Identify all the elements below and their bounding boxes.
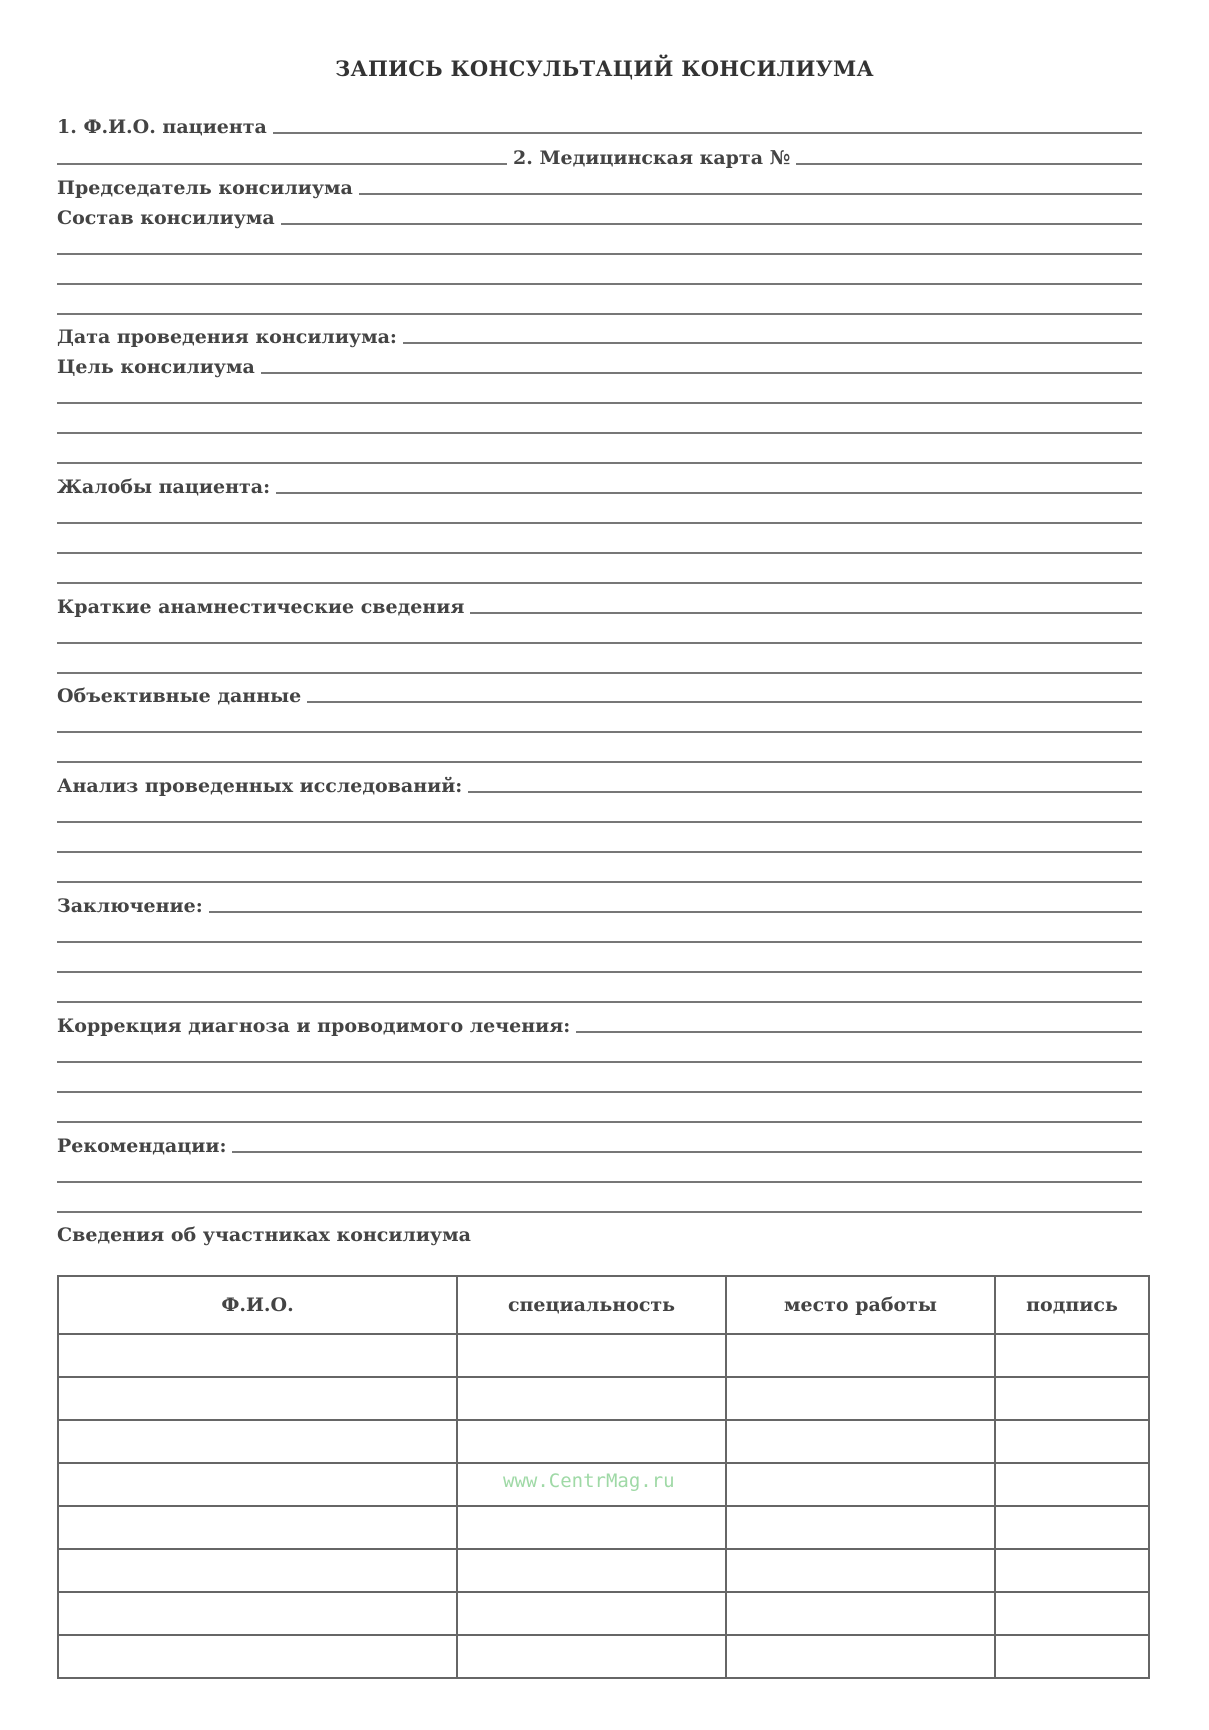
cell-signature[interactable] [995, 1592, 1149, 1635]
cell-specialty[interactable] [457, 1592, 726, 1635]
composition-extra-line[interactable] [57, 233, 1142, 259]
column-header-name: Ф.И.О. [58, 1276, 457, 1334]
recommendations-label: Рекомендации: [57, 1135, 227, 1157]
blank-line[interactable] [57, 971, 1142, 973]
composition-field[interactable] [57, 203, 1142, 229]
blank-line[interactable] [57, 283, 1142, 285]
cell-specialty[interactable] [457, 1635, 726, 1678]
blank-line[interactable] [57, 1181, 1142, 1183]
purpose-extra-line[interactable] [57, 412, 1142, 438]
cell-workplace[interactable] [726, 1377, 995, 1420]
date-input-line[interactable] [403, 342, 1142, 344]
chairman-label: Председатель консилиума [57, 177, 353, 199]
cell-name[interactable] [58, 1506, 457, 1549]
complaints-extra-line[interactable] [57, 532, 1142, 558]
conclusion-extra-line[interactable] [57, 951, 1142, 977]
cell-specialty[interactable] [457, 1420, 726, 1463]
blank-line[interactable] [57, 1211, 1142, 1213]
cell-name[interactable] [58, 1592, 457, 1635]
complaints-extra-line[interactable] [57, 562, 1142, 588]
composition-input-line[interactable] [281, 223, 1142, 225]
cell-signature[interactable] [995, 1549, 1149, 1592]
blank-line[interactable] [57, 1061, 1142, 1063]
patient-name-input-line[interactable] [273, 132, 1142, 134]
cell-name[interactable] [58, 1635, 457, 1678]
cell-name[interactable] [58, 1420, 457, 1463]
cell-workplace[interactable] [726, 1635, 995, 1678]
cell-name[interactable] [58, 1549, 457, 1592]
conclusion-input-line[interactable] [209, 911, 1142, 913]
analysis-extra-line[interactable] [57, 801, 1142, 827]
cell-name[interactable] [58, 1377, 457, 1420]
purpose-field[interactable] [57, 352, 1142, 378]
cell-name[interactable] [58, 1334, 457, 1377]
complaints-extra-line[interactable] [57, 502, 1142, 528]
recommendations-extra-line[interactable] [57, 1161, 1142, 1187]
complaints-label: Жалобы пациента: [57, 476, 271, 498]
blank-line[interactable] [57, 881, 1142, 883]
medical-card-input-line[interactable] [796, 163, 1142, 165]
composition-extra-line[interactable] [57, 293, 1142, 319]
patient-name-continuation-line[interactable] [57, 163, 507, 165]
table-row [58, 1549, 1149, 1592]
correction-extra-line[interactable] [57, 1071, 1142, 1097]
table-header-row [58, 1276, 1149, 1334]
table-row [58, 1377, 1149, 1420]
blank-line[interactable] [57, 552, 1142, 554]
analysis-input-line[interactable] [468, 791, 1142, 793]
cell-specialty[interactable] [457, 1377, 726, 1420]
blank-line[interactable] [57, 761, 1142, 763]
objective-extra-line[interactable] [57, 711, 1142, 737]
chairman-field[interactable] [57, 173, 1142, 199]
watermark: www.CentrMag.ru [503, 1470, 675, 1492]
composition-label: Состав консилиума [57, 207, 275, 229]
participants-heading: Сведения об участниках консилиума [57, 1224, 471, 1246]
blank-line[interactable] [57, 522, 1142, 524]
complaints-input-line[interactable] [276, 492, 1142, 494]
objective-field[interactable] [57, 681, 1142, 707]
cell-signature[interactable] [995, 1635, 1149, 1678]
table-row [58, 1506, 1149, 1549]
table-row [58, 1420, 1149, 1463]
recommendations-input-line[interactable] [232, 1151, 1142, 1153]
table-row [58, 1635, 1149, 1678]
conclusion-extra-line[interactable] [57, 921, 1142, 947]
cell-signature[interactable] [995, 1334, 1149, 1377]
blank-line[interactable] [57, 1121, 1142, 1123]
cell-signature[interactable] [995, 1506, 1149, 1549]
patient-name-label: 1. Ф.И.О. пациента [57, 116, 267, 138]
medical-card-field[interactable] [57, 143, 1142, 169]
analysis-label: Анализ проведенных исследований: [57, 775, 463, 797]
blank-line[interactable] [57, 731, 1142, 733]
patient-name-field[interactable] [57, 112, 1142, 138]
analysis-extra-line[interactable] [57, 861, 1142, 887]
blank-line[interactable] [57, 313, 1142, 315]
blank-line[interactable] [57, 1001, 1142, 1003]
blank-line[interactable] [57, 851, 1142, 853]
anamnesis-label: Краткие анамнестические сведения [57, 596, 465, 618]
cell-workplace[interactable] [726, 1420, 995, 1463]
blank-line[interactable] [57, 582, 1142, 584]
conclusion-field[interactable] [57, 891, 1142, 917]
column-header-signature: подпись [995, 1276, 1149, 1334]
correction-input-line[interactable] [576, 1031, 1142, 1033]
recommendations-extra-line[interactable] [57, 1191, 1142, 1217]
medical-card-label: 2. Медицинская карта № [513, 147, 791, 169]
column-header-workplace: место работы [726, 1276, 995, 1334]
cell-workplace[interactable] [726, 1463, 995, 1506]
table-row [58, 1592, 1149, 1635]
cell-signature[interactable] [995, 1463, 1149, 1506]
objective-extra-line[interactable] [57, 741, 1142, 767]
blank-line[interactable] [57, 432, 1142, 434]
analysis-field[interactable] [57, 771, 1142, 797]
cell-name[interactable] [58, 1463, 457, 1506]
purpose-input-line[interactable] [261, 372, 1142, 374]
cell-workplace[interactable] [726, 1592, 995, 1635]
blank-line[interactable] [57, 941, 1142, 943]
cell-workplace[interactable] [726, 1506, 995, 1549]
correction-extra-line[interactable] [57, 1101, 1142, 1127]
composition-extra-line[interactable] [57, 263, 1142, 289]
cell-workplace[interactable] [726, 1549, 995, 1592]
table-row [58, 1334, 1149, 1377]
blank-line[interactable] [57, 1091, 1142, 1093]
blank-line[interactable] [57, 253, 1142, 255]
page-title: ЗАПИСЬ КОНСУЛЬТАЦИЙ КОНСИЛИУМА [335, 56, 874, 81]
correction-extra-line[interactable] [57, 1041, 1142, 1067]
blank-line[interactable] [57, 462, 1142, 464]
cell-workplace[interactable] [726, 1334, 995, 1377]
correction-field[interactable] [57, 1011, 1142, 1037]
anamnesis-extra-line[interactable] [57, 652, 1142, 678]
anamnesis-field[interactable] [57, 592, 1142, 618]
anamnesis-extra-line[interactable] [57, 622, 1142, 648]
cell-signature[interactable] [995, 1377, 1149, 1420]
cell-specialty[interactable] [457, 1549, 726, 1592]
conclusion-label: Заключение: [57, 895, 203, 917]
correction-label: Коррекция диагноза и проводимого лечения: [57, 1015, 571, 1037]
purpose-extra-line[interactable] [57, 382, 1142, 408]
date-label: Дата проведения консилиума: [57, 326, 397, 348]
blank-line[interactable] [57, 642, 1142, 644]
complaints-field[interactable] [57, 472, 1142, 498]
blank-line[interactable] [57, 672, 1142, 674]
cell-signature[interactable] [995, 1420, 1149, 1463]
anamnesis-input-line[interactable] [470, 612, 1142, 614]
participants-heading-row [57, 1220, 1142, 1246]
analysis-extra-line[interactable] [57, 831, 1142, 857]
objective-label: Объективные данные [57, 685, 302, 707]
blank-line[interactable] [57, 402, 1142, 404]
conclusion-extra-line[interactable] [57, 981, 1142, 1007]
cell-specialty[interactable] [457, 1334, 726, 1377]
date-field[interactable] [57, 322, 1142, 348]
blank-line[interactable] [57, 821, 1142, 823]
recommendations-field[interactable] [57, 1131, 1142, 1157]
purpose-label: Цель консилиума [57, 356, 255, 378]
chairman-input-line[interactable] [359, 193, 1142, 195]
column-header-specialty: специальность [457, 1276, 726, 1334]
objective-input-line[interactable] [307, 701, 1142, 703]
purpose-extra-line[interactable] [57, 442, 1142, 468]
cell-specialty[interactable] [457, 1506, 726, 1549]
